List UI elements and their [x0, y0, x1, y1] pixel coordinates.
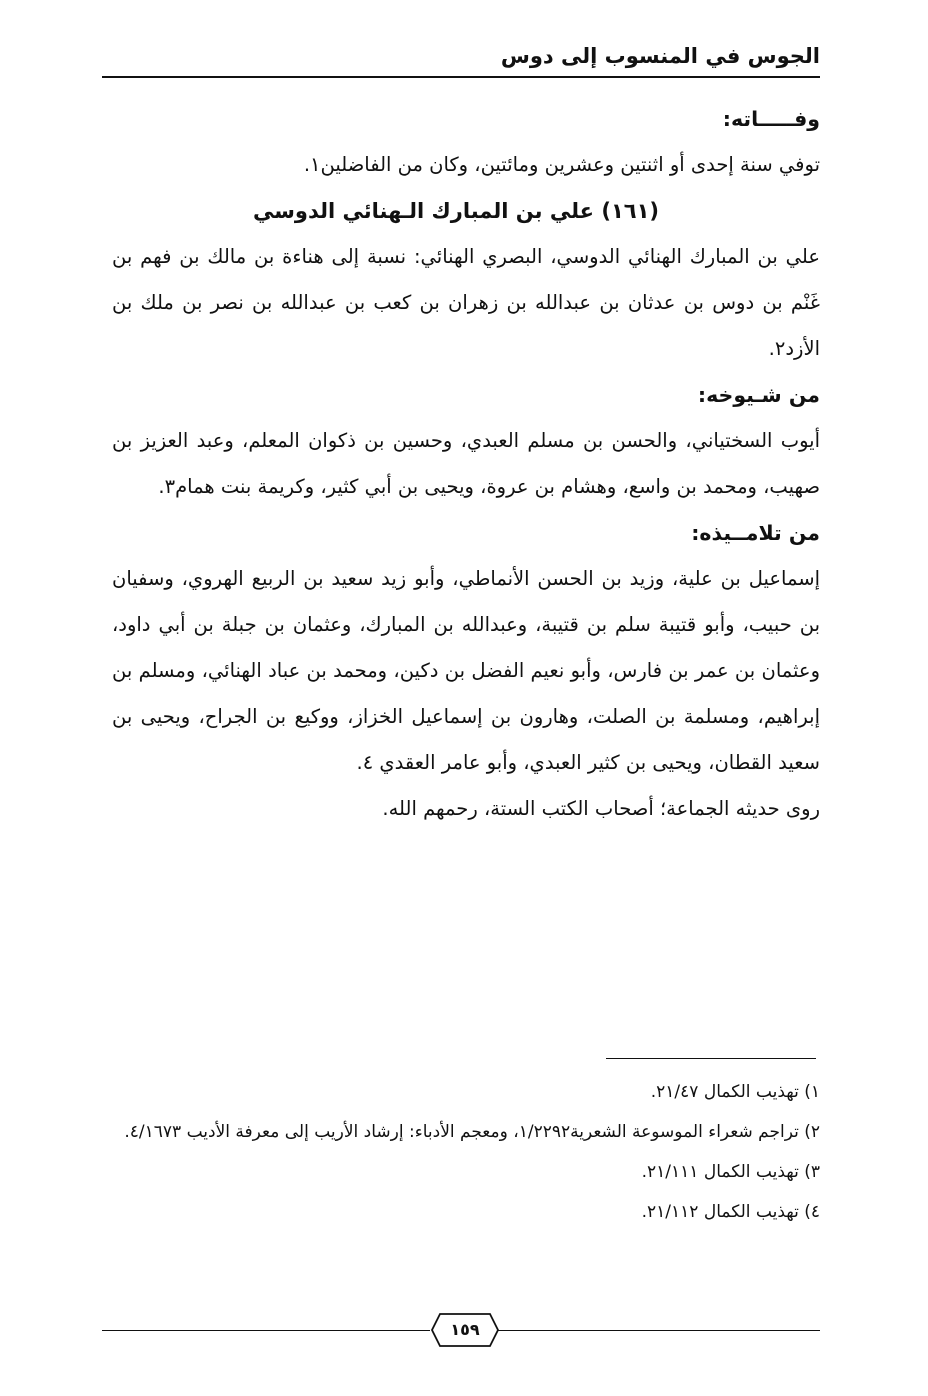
entry-title: (١٦١) علي بن المبارك الـهنائي الدوسي — [253, 199, 659, 223]
students-heading: من تلامــيذه: — [691, 521, 820, 545]
students-paragraph: إسماعيل بن علية، وزيد بن الحسن الأنماطي، وأبو زيد سعيد بن الربيع الهروي، وسفيان بن حبيب، وأبو قتيبة سلم بن قتيبة، وعبدالله بن المبارك، وعثمان بن جبلة بن أبي داود، وعثمان بن عمر بن فارس، وأبو نعيم الفضل بن دكين، ومحمد بن عباد الهنائي، ومسلم بن إبراهيم، ومسلمة بن الصلت، وهارون بن إسماعيل الخزاز، ووكيع بن الجراح، ويحيى بن سعيد القطان، ويحيى بن كثير العبدي، وأبو عامر العقدي ٤. — [112, 567, 820, 774]
footnote-item: ١) تهذيب الكمال ٢١/٤٧. — [650, 1082, 820, 1102]
death-heading: وفـــــاته: — [722, 107, 820, 131]
death-paragraph: توفي سنة إحدى أو اثنتين وعشرين ومائتين، وكان من الفاضلين١. — [303, 153, 820, 176]
footnotes — [112, 1072, 820, 1232]
footnote-item: ٣) تهذيب الكمال ٢١/١١١. — [641, 1162, 820, 1182]
teachers-paragraph: أيوب السختياني، والحسن بن مسلم العبدي، وحسين بن ذكوان المعلم، وعبد العزيز بن صهيب، ومحمد بن واسع، وهشام بن عروة، ويحيى بن أبي كثير، وكريمة بنت همام٣. — [112, 429, 820, 498]
header-divider — [102, 76, 820, 78]
entry-intro-paragraph: علي بن المبارك الهنائي الدوسي، البصري الهنائي: نسبة إلى هناءة بن مالك بن فهم بن غَنْم بن دوس بن عدثان بن عبدالله بن زهران بن كعب بن عبدالله بن نصر بن ملك بن الأزد٢. — [112, 245, 820, 360]
footnote-item: ٤) تهذيب الكمال ٢١/١١٢. — [641, 1202, 820, 1222]
page-number-badge — [430, 1312, 500, 1348]
footnote-divider — [606, 1058, 816, 1059]
page-number-rule-left — [102, 1330, 430, 1331]
footnote-item: ٢) تراجم شعراء الموسوعة الشعرية١/٢٢٩٢، ومعجم الأدباء: إرشاد الأريب إلى معرفة الأديب ٤/١٦٧٣. — [124, 1122, 820, 1142]
running-header-title: الجوس في المنسوب إلى دوس — [500, 44, 820, 68]
closing-paragraph: روى حديثه الجماعة؛ أصحاب الكتب الستة، رحمهم الله. — [382, 797, 820, 820]
page-number: ١٥٩ — [450, 1320, 480, 1339]
page-number-rule-right — [490, 1330, 820, 1331]
main-text — [112, 96, 820, 832]
teachers-heading: من شـيوخه: — [697, 383, 820, 407]
